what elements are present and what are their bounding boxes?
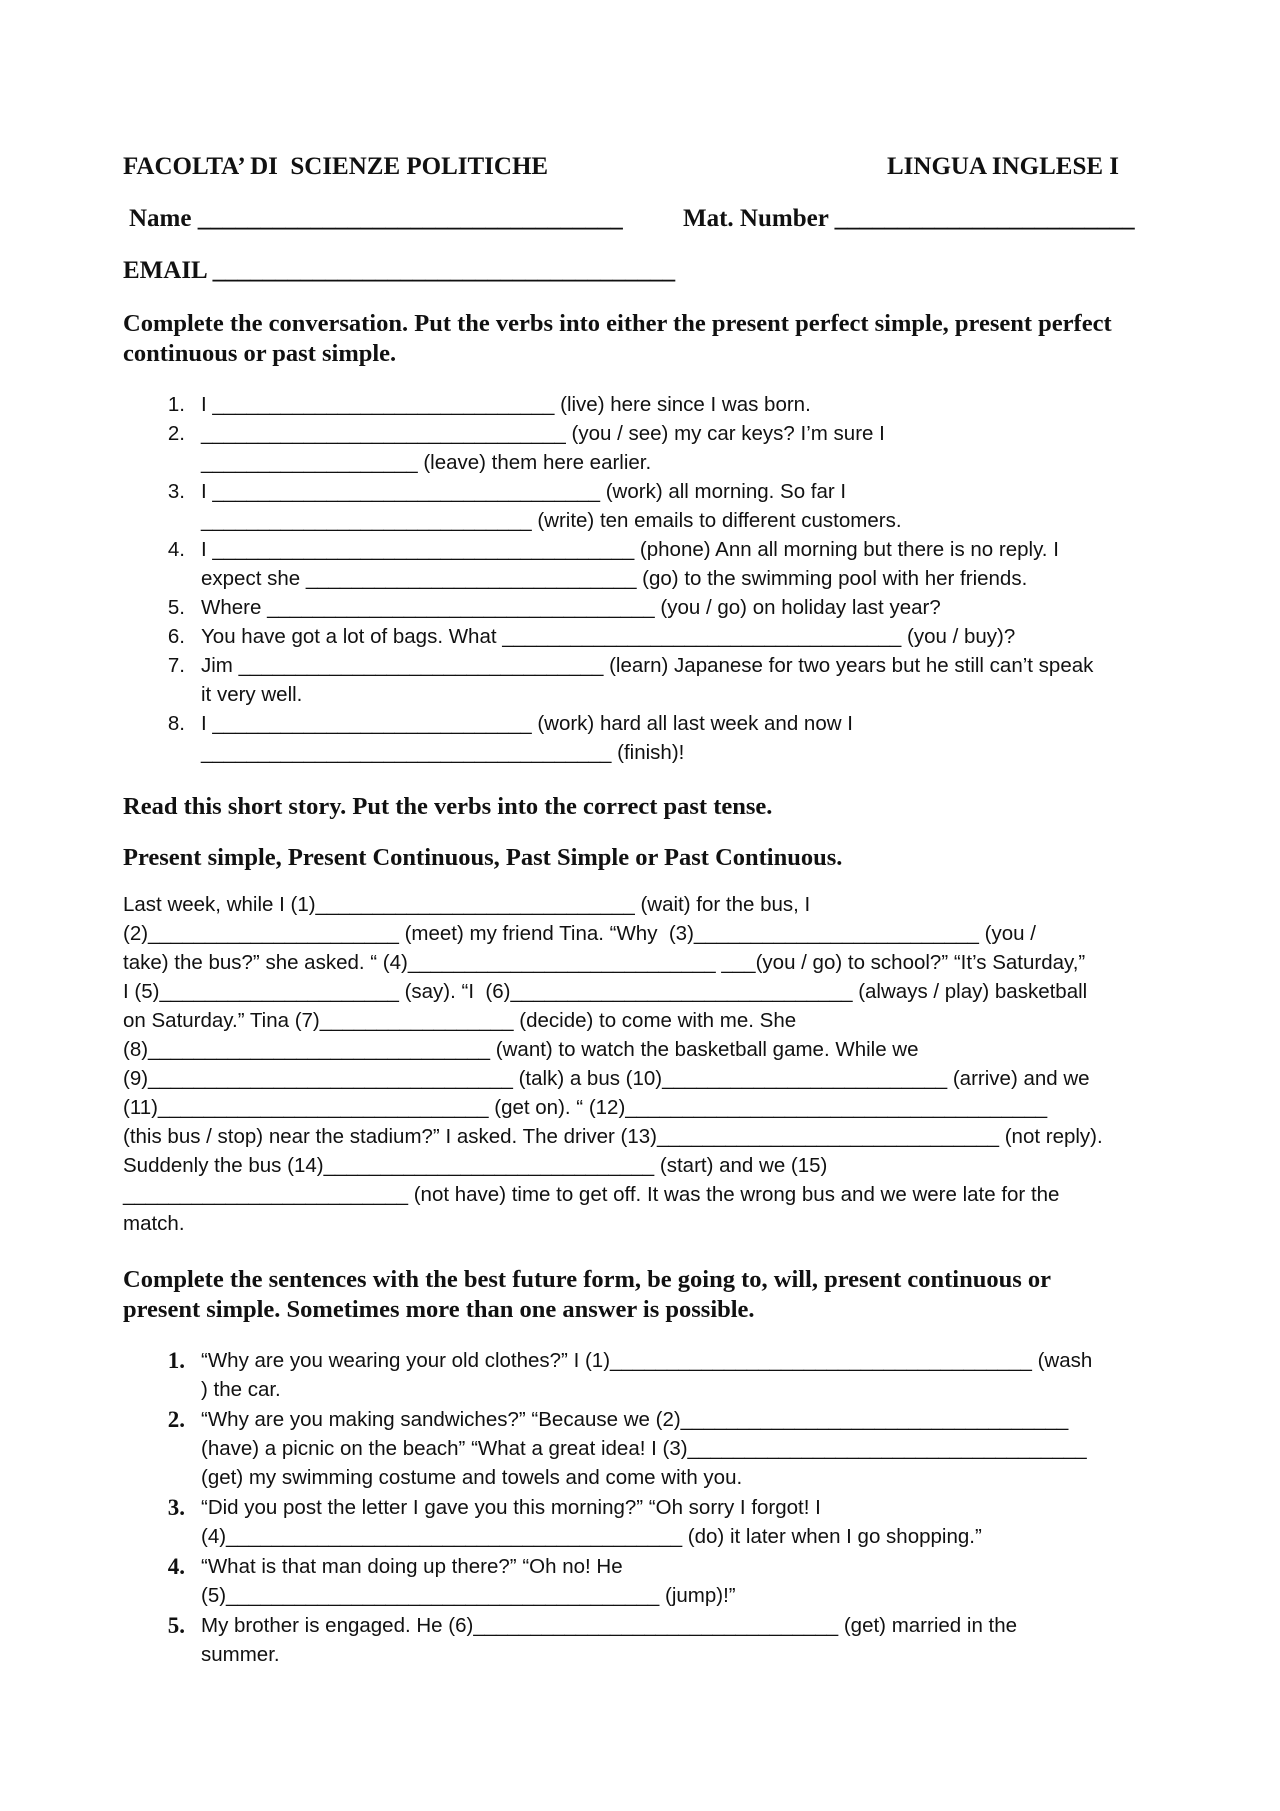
exercise-text: expect she _____________________________ (go) to the swimming pool with her friends.	[201, 567, 1028, 590]
exercise-line	[201, 1434, 1087, 1463]
item-number: 1.	[167, 1348, 185, 1373]
exercise-text: You have got a lot of bags. What ___________________________________ (you / buy)?	[201, 625, 1016, 648]
item-number: 1.	[167, 393, 185, 416]
section3-instruction: Complete the sentences with the best future form, be going to, will, present continuous or present simple. Sometimes more than one answer is possible.	[123, 1266, 1051, 1323]
exercise-text: ___________________ (leave) them here earlier.	[201, 451, 652, 474]
story-line: on Saturday.” Tina (7)_________________ (decide) to come with me. She	[123, 1009, 797, 1032]
exercise-text: My brother is engaged. He (6)________________________________ (get) married in the	[201, 1614, 1018, 1637]
exercise-line	[201, 1640, 280, 1669]
section2-instruction: Read this short story. Put the verbs into the correct past tense.	[123, 793, 773, 820]
exercise-text: (get) my swimming costume and towels and come with you.	[201, 1466, 743, 1489]
exercise-line	[167, 593, 941, 622]
exercise-line	[201, 680, 302, 709]
exercise-text: “What is that man doing up there?” “Oh no! He	[201, 1555, 623, 1578]
item-number: 4.	[167, 1554, 185, 1579]
exercise-text: “Did you post the letter I gave you this morning?” “Oh sorry I forgot! I	[201, 1496, 821, 1519]
story-line: (8)______________________________ (want) to watch the basketball game. While we	[123, 1038, 919, 1061]
faculty-title: FACOLTA’ DI SCIENZE POLITICHE	[123, 153, 549, 180]
story-line: _________________________ (not have) time to get off. It was the wrong bus and we were late for the	[123, 1183, 1060, 1206]
exercise-line	[201, 1463, 742, 1492]
exercise-line	[201, 1375, 281, 1404]
exercise-text: I _____________________________________ (phone) Ann all morning but there is no reply. I	[201, 538, 1059, 561]
item-number: 6.	[167, 625, 185, 648]
exercise-line	[167, 535, 1059, 564]
story-line: Suddenly the bus (14)_____________________________ (start) and we (15)	[123, 1154, 828, 1177]
mat-number-field: Mat. Number ________________________	[683, 205, 1135, 232]
exercise-line	[201, 1581, 736, 1610]
exercise-line	[167, 651, 1094, 680]
item-number: 3.	[167, 480, 185, 503]
story-line: take) the bus?” she asked. “ (4)___________________________ ___(you / go) to school?” “It’s Saturday,”	[123, 951, 1086, 974]
item-number: 7.	[167, 654, 185, 677]
exercise-text: it very well.	[201, 683, 303, 706]
exercise-line	[201, 738, 684, 767]
exercise-text: _____________________________ (write) ten emails to different customers.	[201, 509, 902, 532]
section2-tenses: Present simple, Present Continuous, Past Simple or Past Continuous.	[123, 844, 843, 871]
exercise-line	[167, 1493, 821, 1522]
exercise-line	[167, 477, 847, 506]
exercise-line	[201, 564, 1027, 593]
story-line: I (5)_____________________ (say). “I (6)______________________________ (always / play) basketball	[123, 980, 1088, 1003]
exercise-text: summer.	[201, 1643, 280, 1666]
exercise-line	[167, 1611, 1018, 1640]
exercise-line	[201, 506, 902, 535]
story-line: (2)______________________ (meet) my friend Tina. “Why (3)_________________________ (you /	[123, 922, 1036, 945]
exercise-line	[167, 419, 885, 448]
exercise-line	[167, 390, 811, 419]
exercise-text: ________________________________ (you / see) my car keys? I’m sure I	[201, 422, 885, 445]
exercise-text: Where __________________________________ (you / go) on holiday last year?	[201, 596, 941, 619]
exercise-text: (4)________________________________________ (do) it later when I go shopping.”	[201, 1525, 982, 1548]
exercise-text: ) the car.	[201, 1378, 281, 1401]
exercise-line	[167, 1405, 1069, 1434]
section1-instruction: Complete the conversation. Put the verbs into either the present perfect simple, present perfect continuous or past simple.	[123, 310, 1112, 367]
story-line: (this bus / stop) near the stadium?” I asked. The driver (13)______________________________ (not reply).	[123, 1125, 1103, 1148]
exercise-text: (5)______________________________________ (jump)!”	[201, 1584, 736, 1607]
exercise-text: I ______________________________ (live) here since I was born.	[201, 393, 811, 416]
exercise-text: (have) a picnic on the beach” “What a great idea! I (3)___________________________________	[201, 1437, 1087, 1460]
exercise-text: ____________________________________ (finish)!	[201, 741, 685, 764]
exercise-line	[167, 709, 853, 738]
exercise-text: I ____________________________ (work) hard all last week and now I	[201, 712, 853, 735]
item-number: 5.	[167, 596, 185, 619]
name-field: Name __________________________________	[129, 205, 623, 232]
item-number: 3.	[167, 1495, 185, 1520]
exercise-line	[167, 1552, 623, 1581]
course-title: LINGUA INGLESE I	[887, 153, 1120, 180]
item-number: 5.	[167, 1613, 185, 1638]
exercise-text: I __________________________________ (work) all morning. So far I	[201, 480, 847, 503]
exercise-line	[201, 1522, 982, 1551]
item-number: 4.	[167, 538, 185, 561]
exercise-text: Jim ________________________________ (learn) Japanese for two years but he still can’t speak	[201, 654, 1094, 677]
story-line: (9)________________________________ (talk) a bus (10)_________________________ (arrive) and we	[123, 1067, 1090, 1090]
exercise-line	[167, 622, 1016, 651]
exercise-line	[201, 448, 651, 477]
story-line: Last week, while I (1)____________________________ (wait) for the bus, I	[123, 893, 811, 916]
email-field: EMAIL _____________________________________	[123, 257, 676, 284]
item-number: 2.	[167, 1407, 185, 1432]
exercise-text: “Why are you wearing your old clothes?” I (1)_____________________________________ (wash	[201, 1349, 1093, 1372]
story-line: (11)_____________________________ (get on). “ (12)_____________________________________	[123, 1096, 1048, 1119]
item-number: 8.	[167, 712, 185, 735]
exercise-text: “Why are you making sandwiches?” “Because we (2)__________________________________	[201, 1408, 1069, 1431]
item-number: 2.	[167, 422, 185, 445]
exercise-line	[167, 1346, 1093, 1375]
story-line: match.	[123, 1212, 185, 1235]
